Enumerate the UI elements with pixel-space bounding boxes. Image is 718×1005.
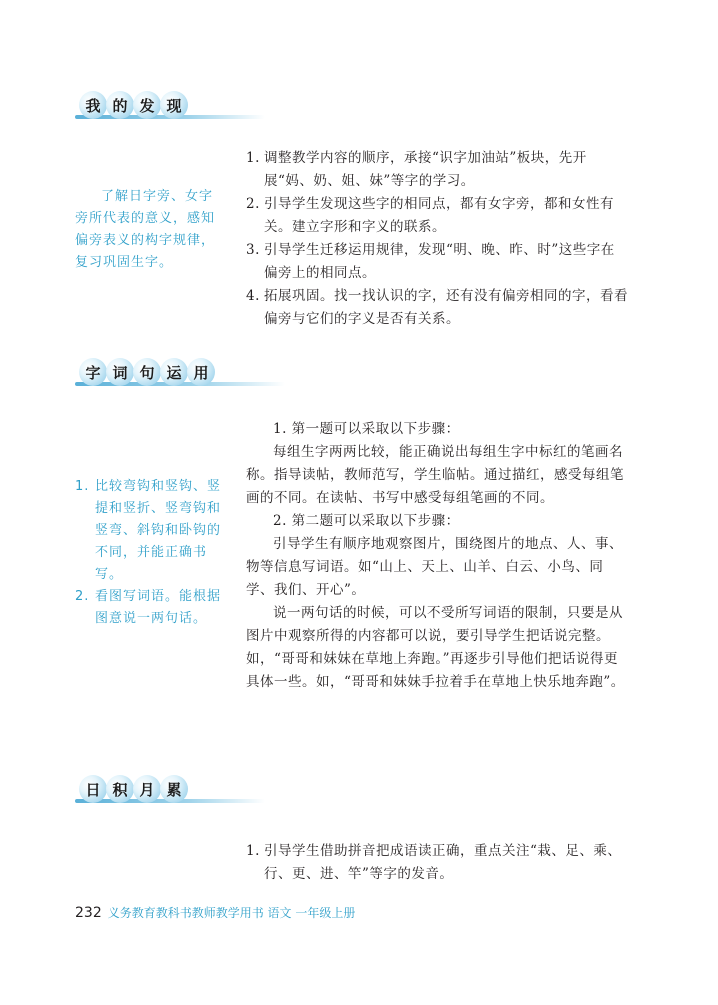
title-char: 的 bbox=[106, 91, 134, 119]
paragraph: 每组生字两两比较，能正确说出每组生字中标红的笔画名称。指导读帖，教师范写，学生临帖。通过描红，感受每组笔画的不同。在读帖、书写中感受每组笔画的不同。 bbox=[246, 444, 624, 506]
paragraph: 引导学生有顺序地观察图片，围绕图片的地点、人、事、物等信息写词语。如“山上、天上、山羊、白云、小鸟、同学、我们、开心”。 bbox=[246, 536, 623, 598]
list-item: 4. 拓展巩固。找一找认识的字，还有没有偏旁相同的字，看看偏旁与它们的字义是否有关系。 bbox=[246, 288, 628, 327]
section-header-discovery bbox=[75, 91, 275, 127]
title-char: 发 bbox=[133, 91, 161, 119]
note-item: 2. 看图写词语。能根据图意说一两句话。 bbox=[75, 589, 222, 626]
title-char: 月 bbox=[133, 775, 161, 803]
list-item: 1. 调整教学内容的顺序，承接“识字加油站”板块，先开展“妈、奶、姐、妹”等字的学习。 bbox=[246, 150, 587, 189]
title-char: 现 bbox=[160, 91, 188, 119]
list-item: 2. 引导学生发现这些字的相同点，都有女字旁，都和女性有关。建立字形和字义的联系。 bbox=[246, 196, 614, 235]
title-char: 运 bbox=[160, 358, 188, 386]
title-char: 我 bbox=[79, 91, 107, 119]
title-char: 用 bbox=[187, 358, 215, 386]
title-char: 词 bbox=[106, 358, 134, 386]
page-footer bbox=[75, 904, 355, 921]
note-item: 1. 比较弯钩和竖钩、竖提和竖折、竖弯钩和竖弯、斜钩和卧钩的不同，并能正确书写。 bbox=[75, 479, 222, 582]
book-title: 义务教育教科书教师教学用书 语文 一年级上册 bbox=[107, 906, 356, 920]
paragraph: 1. 第一题可以采取以下步骤： bbox=[273, 421, 460, 437]
title-char: 字 bbox=[79, 358, 107, 386]
paragraph: 说一两句话的时候，可以不受所写词语的限制，只要是从图片中观察所得的内容都可以说，要引导学生把话说完整。如，“哥哥和妹妹在草地上奔跑。”再逐步引导他们把话说得更具体一些。如，“哥哥和妹妹手拉着手在草地上快乐地奔跑”。 bbox=[246, 605, 625, 690]
body-accumulation bbox=[246, 840, 628, 886]
body-discovery bbox=[246, 147, 628, 331]
paragraph: 2. 第二题可以采取以下步骤： bbox=[273, 513, 460, 529]
title-char: 累 bbox=[160, 775, 188, 803]
section-header-word-usage bbox=[75, 358, 285, 394]
page-number: 232 bbox=[75, 905, 102, 921]
title-char: 积 bbox=[106, 775, 134, 803]
note-text: 了解日字旁、女字旁所代表的意义，感知偏旁表义的构字规律，复习巩固生字。 bbox=[75, 189, 216, 270]
title-char: 日 bbox=[79, 775, 107, 803]
list-item: 3. 引导学生迁移运用规律，发现“明、晚、昨、时”这些字在偏旁上的相同点。 bbox=[246, 242, 615, 281]
section-header-accumulation bbox=[75, 775, 275, 811]
title-char: 句 bbox=[133, 358, 161, 386]
body-word-usage bbox=[246, 418, 628, 694]
list-item: 1. 引导学生借助拼音把成语读正确，重点关注“栽、足、乘、行、更、进、竿”等字的发音。 bbox=[246, 843, 622, 882]
side-note-discovery bbox=[75, 186, 225, 274]
side-note-word-usage bbox=[75, 476, 225, 630]
